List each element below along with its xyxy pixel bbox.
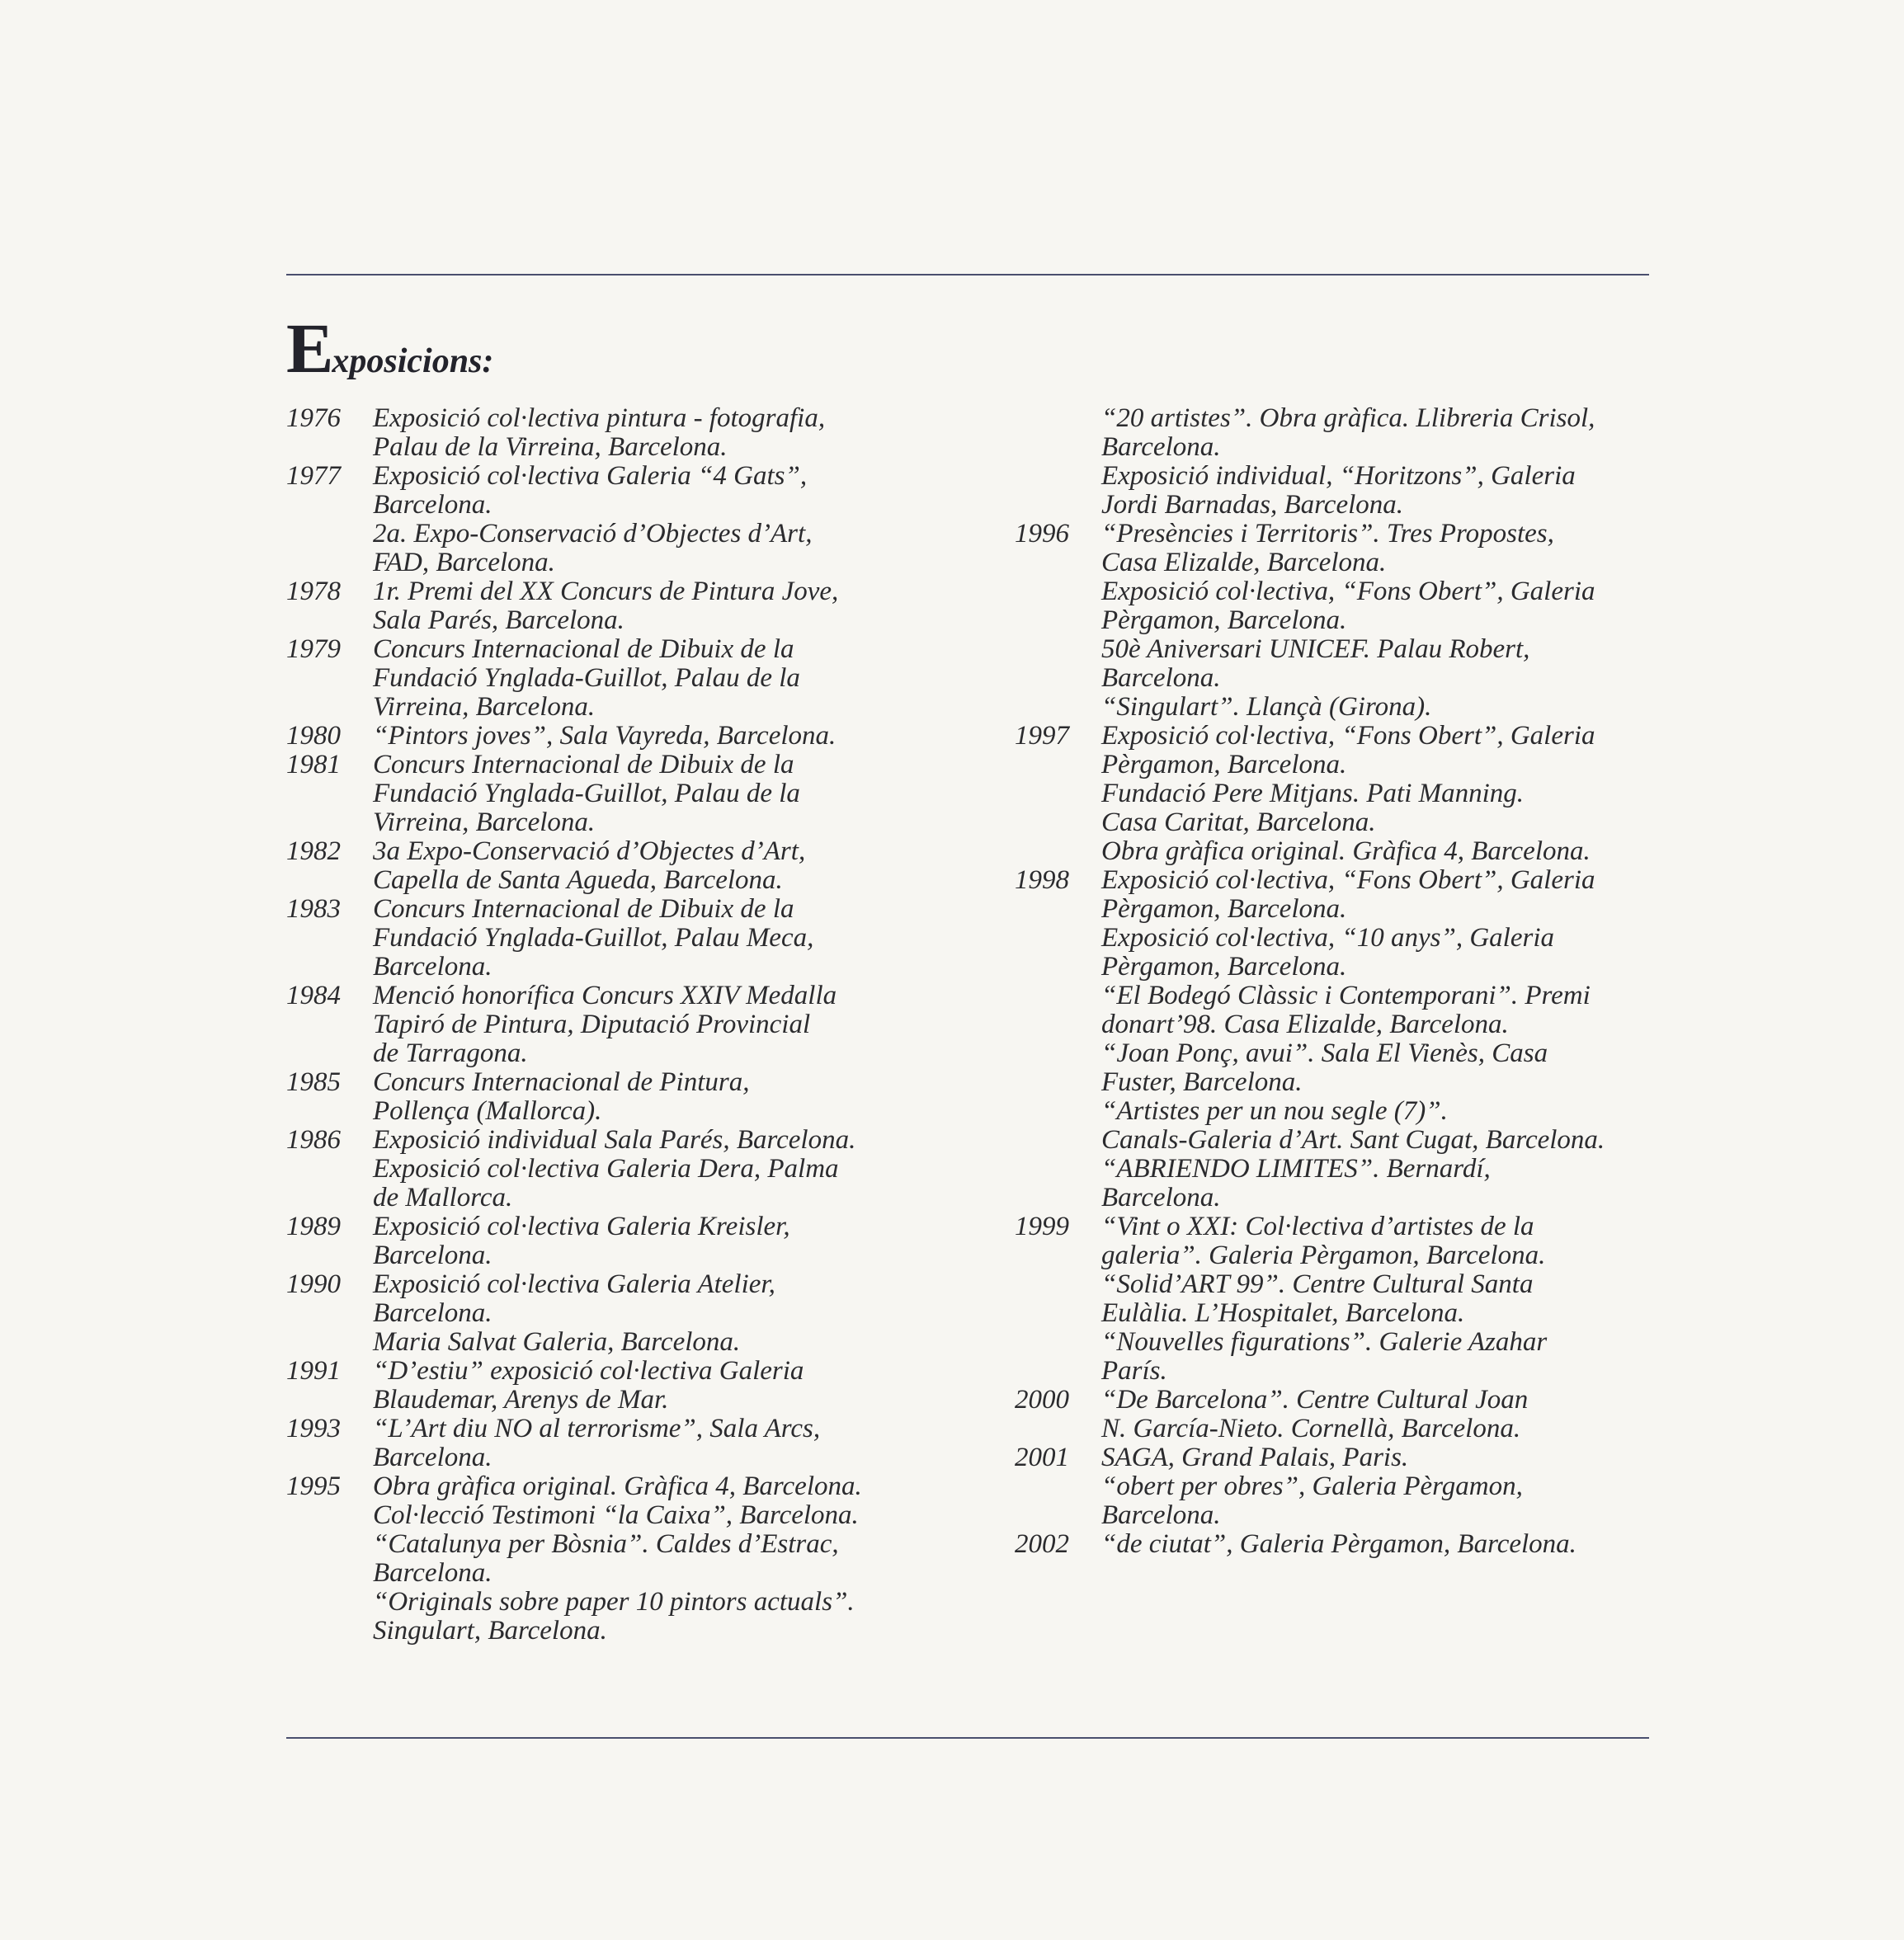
exhibition-entry	[1015, 1386, 1658, 1443]
entry-year: 1999	[1015, 1212, 1069, 1241]
entry-text	[1101, 1212, 1658, 1386]
entry-text	[373, 837, 930, 895]
entry-line: “Presències i Territoris”. Tres Propostes,	[1101, 519, 1554, 549]
exhibition-entry	[286, 1357, 930, 1415]
exhibition-entry	[1015, 404, 1658, 520]
entry-line: Obra gràfica original. Gràfica 4, Barcelona.	[373, 1471, 862, 1501]
entry-line: “Artistes per un nou segle (7)”.	[1101, 1096, 1448, 1126]
exhibition-entry	[286, 1068, 930, 1126]
entry-text	[373, 462, 930, 577]
entry-text	[373, 722, 930, 751]
exhibition-entry	[1015, 866, 1658, 1212]
entry-text	[373, 751, 930, 837]
entry-line: Exposició col·lectiva Galeria “4 Gats”,	[373, 461, 808, 491]
exhibition-entry	[286, 895, 930, 982]
entry-line: “de ciutat”, Galeria Pèrgamon, Barcelona.	[1101, 1529, 1576, 1559]
exhibition-entry	[1015, 1212, 1658, 1386]
entry-line: Tapiró de Pintura, Diputació Provincial	[373, 1010, 811, 1039]
exhibitions-left-column	[286, 404, 930, 1646]
entry-line: Exposició col·lectiva Galeria Kreisler,	[373, 1212, 790, 1241]
entry-line: Barcelona.	[373, 1241, 492, 1270]
entry-text	[373, 1270, 930, 1357]
entry-line: Barcelona.	[373, 490, 492, 520]
exhibition-entry	[286, 635, 930, 722]
entry-text	[373, 982, 930, 1068]
entry-line: “20 artistes”. Obra gràfica. Llibreria Crisol,	[1101, 403, 1595, 433]
entry-line: 2a. Expo-Conservació d’Objectes d’Art,	[373, 519, 813, 549]
entry-year: 1989	[286, 1212, 341, 1241]
exhibition-entry	[286, 722, 930, 751]
entry-line: “El Bodegó Clàssic i Contemporani”. Premi	[1101, 981, 1591, 1010]
entry-line: de Tarragona.	[373, 1038, 528, 1068]
entry-line: Barcelona.	[1101, 432, 1221, 462]
entry-line: 1r. Premi del XX Concurs de Pintura Jove,	[373, 577, 839, 606]
entry-line: Barcelona.	[373, 952, 492, 982]
entry-line: de Mallorca.	[373, 1183, 513, 1212]
entry-line: Barcelona.	[373, 1298, 492, 1328]
entry-line: Casa Elizalde, Barcelona.	[1101, 548, 1387, 577]
entry-line: donart’98. Casa Elizalde, Barcelona.	[1101, 1010, 1509, 1039]
exhibition-entry	[286, 1415, 930, 1472]
exhibition-entry	[286, 1472, 930, 1646]
entry-year: 1976	[286, 403, 341, 433]
exhibition-entry	[286, 404, 930, 462]
entry-text	[1101, 404, 1658, 520]
entry-line: Concurs Internacional de Pintura,	[373, 1067, 750, 1097]
entry-text	[373, 577, 930, 635]
entry-text	[1101, 520, 1658, 722]
exhibition-entry	[286, 751, 930, 837]
exhibition-entry	[286, 577, 930, 635]
entry-line: “Joan Ponç, avui”. Sala El Vienès, Casa	[1101, 1038, 1548, 1068]
exhibitions-right-column	[1015, 404, 1658, 1559]
entry-line: Concurs Internacional de Dibuix de la	[373, 750, 794, 779]
entry-year: 1980	[286, 721, 341, 751]
entry-text	[373, 1415, 930, 1472]
entry-line: Singulart, Barcelona.	[373, 1616, 607, 1646]
entry-line: Obra gràfica original. Gràfica 4, Barcelona.	[1101, 836, 1591, 866]
entry-text	[373, 1472, 930, 1646]
heading-initial: E	[286, 308, 332, 388]
entry-line: 50è Aniversari UNICEF. Palau Robert,	[1101, 634, 1530, 664]
entry-line: Menció honorífica Concurs XXIV Medalla	[373, 981, 837, 1010]
entry-line: Jordi Barnadas, Barcelona.	[1101, 490, 1404, 520]
entry-line: Eulàlia. L’Hospitalet, Barcelona.	[1101, 1298, 1465, 1328]
entry-line: Exposició col·lectiva Galeria Dera, Palma	[373, 1154, 839, 1184]
entry-year: 1995	[286, 1471, 341, 1501]
entry-line: Capella de Santa Agueda, Barcelona.	[373, 865, 783, 895]
entry-line: Maria Salvat Galeria, Barcelona.	[373, 1327, 741, 1357]
entry-line: Virreina, Barcelona.	[373, 692, 596, 722]
entry-text	[1101, 866, 1658, 1212]
entry-line: “L’Art diu NO al terrorisme”, Sala Arcs,	[373, 1414, 821, 1443]
entry-line: Exposició individual, “Horitzons”, Galeria	[1101, 461, 1576, 491]
entry-line: “D’estiu” exposició col·lectiva Galeria	[373, 1356, 804, 1386]
entry-text	[373, 1357, 930, 1415]
exhibition-entry	[286, 982, 930, 1068]
exhibition-entry	[1015, 1530, 1658, 1559]
entry-line: Blaudemar, Arenys de Mar.	[373, 1385, 669, 1415]
entry-text	[373, 1126, 930, 1212]
entry-line: N. García-Nieto. Cornellà, Barcelona.	[1101, 1414, 1521, 1443]
entry-line: “Pintors joves”, Sala Vayreda, Barcelona.	[373, 721, 837, 751]
exhibition-entry	[286, 837, 930, 895]
entry-line: “Nouvelles figurations”. Galerie Azahar	[1101, 1327, 1548, 1357]
entry-year: 1991	[286, 1356, 341, 1386]
entry-line: Palau de la Virreina, Barcelona.	[373, 432, 728, 462]
entry-year: 1997	[1015, 721, 1069, 751]
entry-line: “Solid’ART 99”. Centre Cultural Santa	[1101, 1269, 1534, 1299]
entry-line: Barcelona.	[373, 1443, 492, 1472]
entry-line: SAGA, Grand Palais, Paris.	[1101, 1443, 1409, 1472]
entry-line: Pèrgamon, Barcelona.	[1101, 894, 1347, 924]
entry-year: 1990	[286, 1269, 341, 1299]
entry-text	[373, 1068, 930, 1126]
entry-line: Concurs Internacional de Dibuix de la	[373, 894, 794, 924]
entry-line: Exposició col·lectiva, “Fons Obert”, Galeria	[1101, 865, 1595, 895]
entry-line: Casa Caritat, Barcelona.	[1101, 808, 1376, 837]
entry-line: Barcelona.	[373, 1558, 492, 1588]
entry-year: 1978	[286, 577, 341, 606]
entry-line: FAD, Barcelona.	[373, 548, 555, 577]
entry-line: Pèrgamon, Barcelona.	[1101, 605, 1347, 635]
entry-line: Exposició col·lectiva Galeria Atelier,	[373, 1269, 775, 1299]
entry-line: Concurs Internacional de Dibuix de la	[373, 634, 794, 664]
entry-year: 2001	[1015, 1443, 1069, 1472]
entry-year: 1993	[286, 1414, 341, 1443]
entry-line: Exposició col·lectiva pintura - fotografia,	[373, 403, 826, 433]
top-divider-rule	[286, 274, 1649, 275]
entry-year: 2002	[1015, 1529, 1069, 1559]
entry-line: “Catalunya per Bòsnia”. Caldes d’Estrac,	[373, 1529, 839, 1559]
heading-rest: xposicions:	[332, 342, 494, 380]
entry-line: galeria”. Galeria Pèrgamon, Barcelona.	[1101, 1241, 1546, 1270]
entry-line: Fuster, Barcelona.	[1101, 1067, 1303, 1097]
exhibition-entry	[1015, 520, 1658, 722]
entry-text	[1101, 722, 1658, 866]
entry-line: Sala Parés, Barcelona.	[373, 605, 624, 635]
entry-line: “ABRIENDO LIMITES”. Bernardí,	[1101, 1154, 1491, 1184]
entry-year: 1986	[286, 1125, 341, 1155]
entry-year: 1983	[286, 894, 341, 924]
entry-line: Col·lecció Testimoni “la Caixa”, Barcelona.	[373, 1500, 859, 1530]
exhibition-entry	[1015, 1443, 1658, 1530]
entry-year: 1982	[286, 836, 341, 866]
entry-text	[373, 635, 930, 722]
entry-line: 3a Expo-Conservació d’Objectes d’Art,	[373, 836, 806, 866]
entry-year: 1981	[286, 750, 341, 779]
exhibition-entry	[286, 1270, 930, 1357]
bottom-divider-rule	[286, 1737, 1649, 1739]
entry-text	[373, 895, 930, 982]
exhibition-entry	[286, 1126, 930, 1212]
entry-text	[373, 1212, 930, 1270]
entry-line: Fundació Pere Mitjans. Pati Manning.	[1101, 779, 1525, 808]
entry-line: Barcelona.	[1101, 1183, 1221, 1212]
exhibition-entry	[286, 1212, 930, 1270]
entry-line: Exposició col·lectiva, “Fons Obert”, Galeria	[1101, 577, 1595, 606]
entry-text	[1101, 1443, 1658, 1530]
entry-line: “De Barcelona”. Centre Cultural Joan	[1101, 1385, 1529, 1415]
entry-line: “Singulart”. Llançà (Girona).	[1101, 692, 1432, 722]
entry-text	[1101, 1530, 1658, 1559]
entry-text	[373, 404, 930, 462]
entry-line: París.	[1101, 1356, 1167, 1386]
entry-line: Barcelona.	[1101, 1500, 1221, 1530]
entry-line: Fundació Ynglada-Guillot, Palau de la	[373, 663, 800, 693]
entry-line: Pèrgamon, Barcelona.	[1101, 750, 1347, 779]
entry-line: Canals-Galeria d’Art. Sant Cugat, Barcelona.	[1101, 1125, 1605, 1155]
entry-year: 1984	[286, 981, 341, 1010]
entry-year: 2000	[1015, 1385, 1069, 1415]
entry-line: Exposició individual Sala Parés, Barcelona.	[373, 1125, 856, 1155]
entry-line: “Vint o XXI: Col·lectiva d’artistes de la	[1101, 1212, 1534, 1241]
entry-year: 1985	[286, 1067, 341, 1097]
entry-year: 1979	[286, 634, 341, 664]
entry-line: Exposició col·lectiva, “Fons Obert”, Galeria	[1101, 721, 1595, 751]
entry-line: Pèrgamon, Barcelona.	[1101, 952, 1347, 982]
section-heading	[286, 307, 493, 389]
entry-line: Barcelona.	[1101, 663, 1221, 693]
entry-line: Virreina, Barcelona.	[373, 808, 596, 837]
entry-year: 1977	[286, 461, 341, 491]
entry-line: Exposició col·lectiva, “10 anys”, Galeria	[1101, 923, 1554, 953]
entry-line: “Originals sobre paper 10 pintors actuals”.	[373, 1587, 855, 1617]
entry-line: Fundació Ynglada-Guillot, Palau Meca,	[373, 923, 814, 953]
entry-text	[1101, 1386, 1658, 1443]
entry-year: 1996	[1015, 519, 1069, 549]
exhibition-entry	[1015, 722, 1658, 866]
entry-line: Pollença (Mallorca).	[373, 1096, 602, 1126]
entry-line: Fundació Ynglada-Guillot, Palau de la	[373, 779, 800, 808]
entry-year: 1998	[1015, 865, 1069, 895]
entry-line: “obert per obres”, Galeria Pèrgamon,	[1101, 1471, 1523, 1501]
exhibition-entry	[286, 462, 930, 577]
